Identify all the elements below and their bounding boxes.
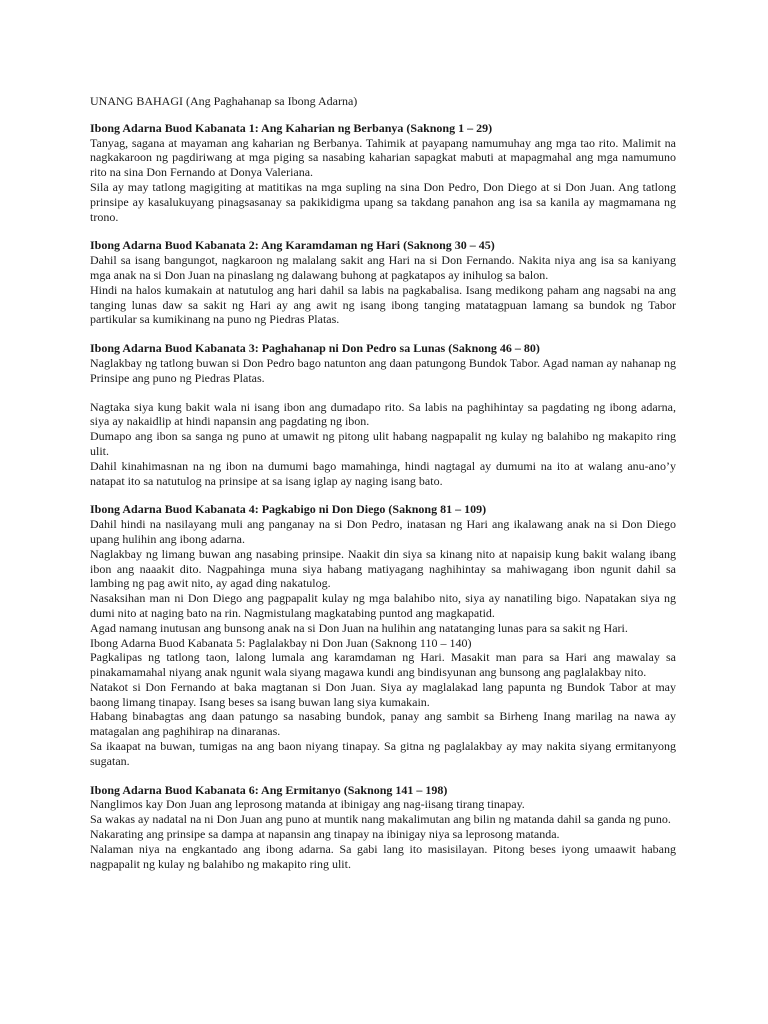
paragraph-gap: [90, 386, 676, 400]
paragraph: Sa ikaapat na buwan, tumigas na ang baon niyang tinapay. Sa gitna ng paglalakbay ay may nakita siyang ermitanyong sugatan.: [90, 739, 676, 768]
subheading-kabanata-5: Ibong Adarna Buod Kabanata 5: Paglalakbay ni Don Juan (Saknong 110 – 140): [90, 635, 472, 650]
paragraph: Hindi na halos kumakain at natutulog ang hari dahil sa labis na pagkabalisa. Isang medikong paham ang nagsabi na ang tanging lunas daw sa sakit ng Hari ay ang awit ng isang ibong tanging matatagpuan lamang sa bundok ng Tabor partikular sa kumikinang na puno ng Piedras Platas.: [90, 282, 676, 327]
paragraph: Pagkalipas ng tatlong taon, lalong lumala ang karamdaman ng Hari. Masakit man para sa Hari ang mawalay sa pinakamamahal niyang anak ngunit wala siyang magawa kundi ang bindisyunan ang bunsong ang paglalakbay nito.: [90, 650, 676, 680]
paragraph: Natakot si Don Fernando at baka magtanan si Don Juan. Siya ay maglalakad lang papunta ng Bundok Tabor at may baong limang tinapay. Isang beses sa isang buwan lang siya kumakain.: [90, 679, 676, 709]
paragraph: Nasaksihan man ni Don Diego ang pagpapalit kulay ng mga balahibo nito, siya ay nanatiling bigo. Napatakan siya ng dumi nito at naging bato na rin. Nagmistulang magkatabing puntod ang magkapatid.: [90, 591, 676, 620]
paragraph: Nanglimos kay Don Juan ang leprosong matanda at ibinigay ang nag-iisang tirang tinapay.: [90, 797, 525, 812]
paragraph: Sa wakas ay nadatal na ni Don Juan ang puno at muntik nang makalimutan ang bilin ng matanda dahil sa ganda ng puno.: [90, 812, 671, 827]
paragraph: Tanyag, sagana at mayaman ang kaharian ng Berbanya. Tahimik at payapang namumuhay ang mga tao rito. Malimit na nagkakaroon ng pagdiriwang at mga piging sa nasabing kaharian sapagkat mabuti at mapagmahal ang mga namumuno rito na sina Don Fernando at Donya Valeriana.: [90, 135, 676, 180]
paragraph: Dahil hindi na nasilayang muli ang panganay na si Don Pedro, inatasan ng Hari ang ikalawang anak na si Don Diego upang hulihin ang ibong adarna.: [90, 517, 676, 546]
paragraph: Dahil sa isang bangungot, nagkaroon ng malalang sakit ang Hari na si Don Fernando. Nakita niya ang isa sa kaniyang mga anak na si Don Juan na pinaslang ng dalawang buhong at pagkatapos ay inihulog sa balon.: [90, 253, 676, 282]
document-page: [90, 94, 676, 885]
section-kabanata-6: [90, 783, 676, 872]
section-kabanata-1: [90, 121, 676, 225]
paragraph: Nakarating ang prinsipe sa dampa at napansin ang tinapay na ibinigay niya sa leprosong matanda.: [90, 827, 560, 842]
paragraph: Nalaman niya na engkantado ang ibong adarna. Sa gabi lang ito masisilayan. Pitong beses iyong umaawit habang nagpapalit ng kulay ng balahibo ng makapito ring ulit.: [90, 841, 676, 871]
paragraph: Nagtaka siya kung bakit wala ni isang ibon ang dumadapo rito. Sa labis na paghihintay sa pagdating ng ibong adarna, siya ay nakaidlip at hindi napansin ang pagdating ng ibon.: [90, 399, 676, 429]
section-heading: Ibong Adarna Buod Kabanata 6: Ang Ermitanyo (Saknong 141 – 198): [90, 782, 448, 797]
section-heading: Ibong Adarna Buod Kabanata 4: Pagkabigo ni Don Diego (Saknong 81 – 109): [90, 502, 487, 517]
section-kabanata-2: [90, 238, 676, 327]
section-heading: Ibong Adarna Buod Kabanata 3: Paghahanap ni Don Pedro sa Lunas (Saknong 46 – 80): [90, 341, 540, 356]
paragraph: Naglakbay ng limang buwan ang nasabing prinsipe. Naakit din siya sa kinang nito at napaisip kung bakit walang ibang ibon ang naaakit dito. Nagpahinga muna siya habang matiyagang naghihintay sa mahiwagang ibon ngunit dahil sa lambing ng pag awit nito, ay agad ding nakatulog.: [90, 546, 676, 591]
paragraph: Dahil kinahimasnan na ng ibon na dumumi bago mamahinga, hindi nagtagal ay dumumi na ito at walang anu-ano’y natapat ito sa natutulog na prinsipe at sa isang iglap ay naging isang bato.: [90, 458, 676, 488]
paragraph: Naglakbay ng tatlong buwan si Don Pedro bago natunton ang daan patungong Bundok Tabor. Agad naman ay nahanap ng Prinsipe ang puno ng Piedras Platas.: [90, 355, 676, 385]
paragraph: Dumapo ang ibon sa sanga ng puno at umawit ng pitong ulit habang nagpapalit ng kulay ng balahibo ng makapito ring ulit.: [90, 429, 676, 458]
paragraph: Habang binabagtas ang daan patungo sa nasabing bundok, panay ang sambit sa Birheng Inang marilag na nawa ay matagalan ang paghihirap na dinaranas.: [90, 709, 676, 739]
paragraph: Sila ay may tatlong magigiting at matitikas na mga supling na sina Don Pedro, Don Diego at si Don Juan. Ang tatlong prinsipe ay kasalukuyang pinagsasanay sa pakikidigma upang sa takdang panahon ang isa sa kanila ay magmamana ng trono.: [90, 179, 676, 224]
section-kabanata-3: [90, 341, 676, 488]
paragraph: Agad namang inutusan ang bunsong anak na si Don Juan na hulihin ang natatanging lunas para sa sakit ng Hari.: [90, 620, 628, 635]
section-heading: Ibong Adarna Buod Kabanata 1: Ang Kaharian ng Berbanya (Saknong 1 – 29): [90, 120, 493, 135]
section-heading: Ibong Adarna Buod Kabanata 2: Ang Karamdaman ng Hari (Saknong 30 – 45): [90, 238, 495, 253]
document-title: UNANG BAHAGI (Ang Paghahanap sa Ibong Adarna): [90, 94, 358, 108]
section-kabanata-4: [90, 502, 676, 768]
